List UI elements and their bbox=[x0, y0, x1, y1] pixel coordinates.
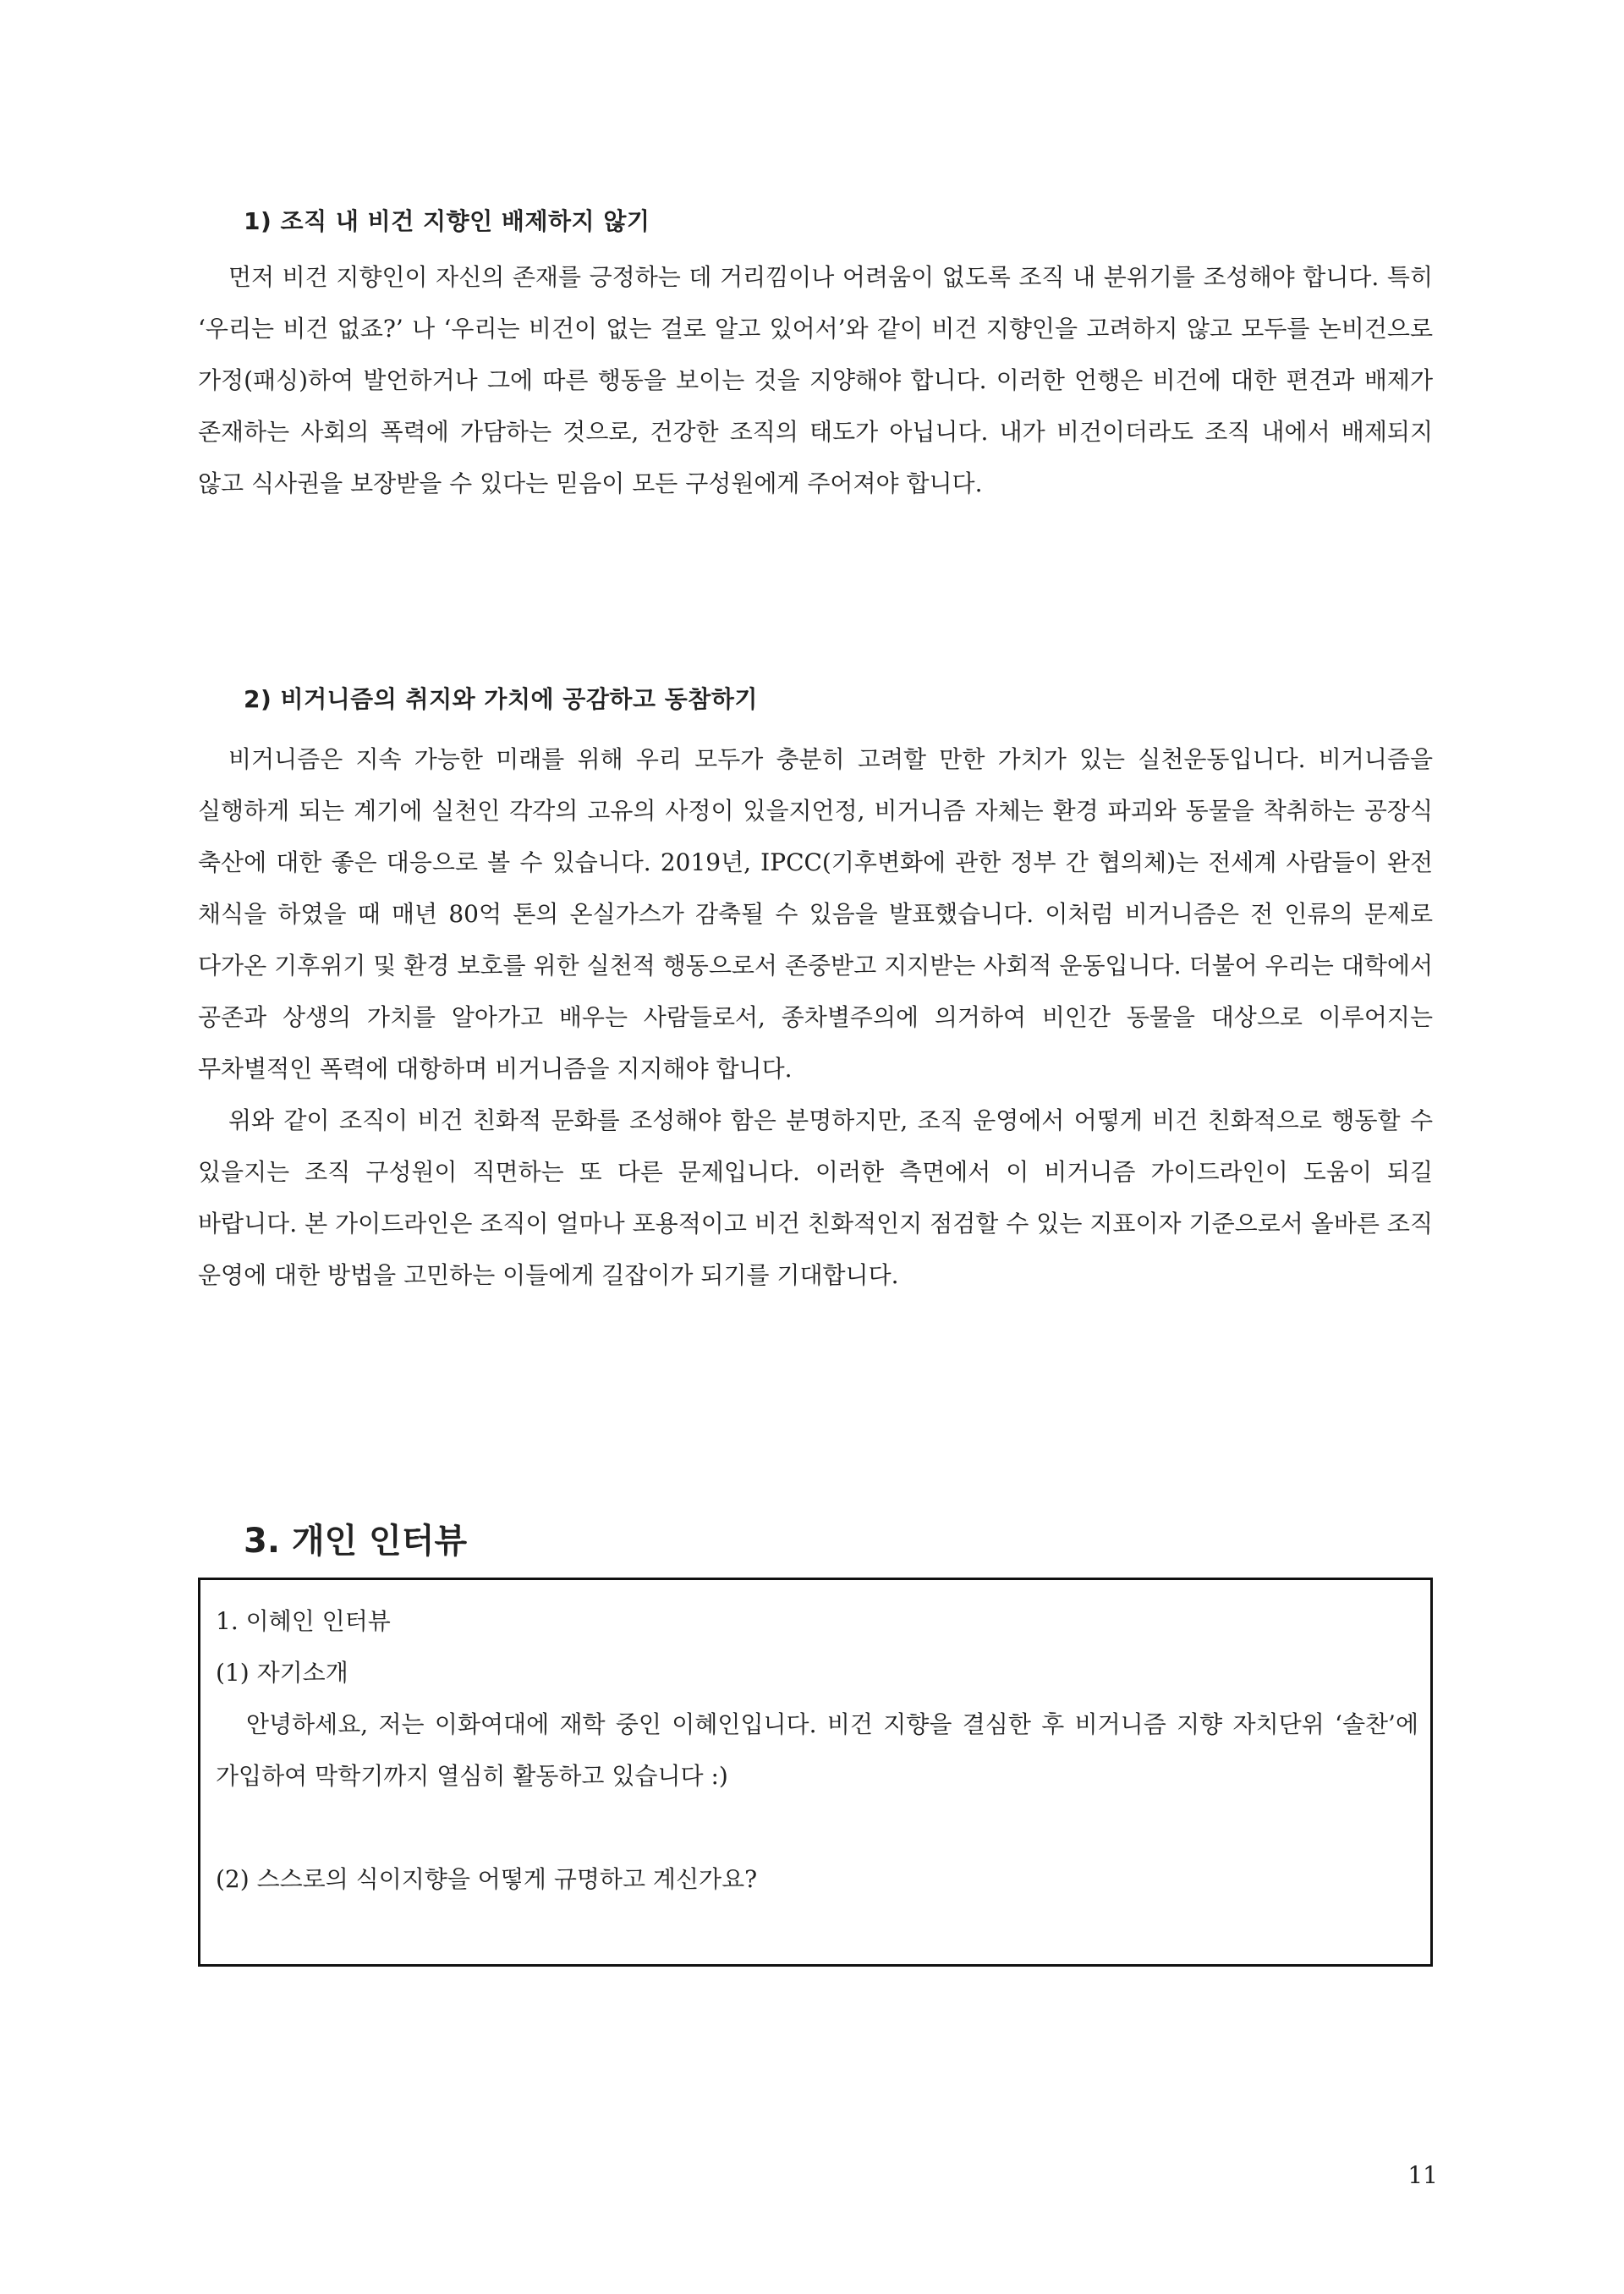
section-2-body bbox=[198, 733, 1433, 1301]
interview-question-2: (2) 스스로의 식이지향을 어떻게 규명하고 계신가요? bbox=[216, 1865, 758, 1893]
interview-answer-1: 안녕하세요, 저는 이화여대에 재학 중인 이혜인입니다. 비건 지향을 결심한 후 비거니즘 지향 자치단위 ‘솔찬’에 가입하여 막학기까지 열심히 활동하고 있습니다 :) bbox=[216, 1710, 1418, 1790]
section-2-paragraph-2: 위와 같이 조직이 비건 친화적 문화를 조성해야 함은 분명하지만, 조직 운영에서 어떻게 비건 친화적으로 행동할 수 있을지는 조직 구성원이 직면하는 또 다른 문제입니다. 이러한 측면에서 이 비거니즘 가이드라인이 도움이 되길 바랍니다. 본 가이드라인은 조직이 얼마나 포용적이고 비건 친화적인지 점검할 수 있는 지표이자 기준으로서 올바른 조직 운영에 대한 방법을 고민하는 이들에게 길잡이가 되기를 기대합니다. bbox=[198, 1106, 1433, 1289]
section-2 bbox=[198, 681, 1433, 715]
interview-title: 1. 이혜인 인터뷰 bbox=[216, 1607, 391, 1635]
section-3-heading: 3. 개인 인터뷰 bbox=[244, 1522, 468, 1561]
section-2-heading: 2) 비거니즘의 취지와 가치에 공감하고 동참하기 bbox=[244, 685, 758, 713]
section-1-body bbox=[198, 251, 1433, 509]
section-1-paragraph: 먼저 비건 지향인이 자신의 존재를 긍정하는 데 거리낌이나 어려움이 없도록 조직 내 분위기를 조성해야 합니다. 특히 ‘우리는 비건 없죠?’ 나 ‘우리는 비건이 없는 걸로 알고 있어서’와 같이 비건 지향인을 고려하지 않고 모두를 논비건으로 가정(패싱)하여 발언하거나 그에 따른 행동을 보이는 것을 지양해야 합니다. 이러한 언행은 비건에 대한 편견과 배제가 존재하는 사회의 폭력에 가담하는 것으로, 건강한 조직의 태도가 아닙니다. 내가 비건이더라도 조직 내에서 배제되지 않고 식사권을 보장받을 수 있다는 믿음이 모든 구성원에게 주어져야 합니다. bbox=[198, 263, 1433, 497]
page-number: 11 bbox=[1407, 2161, 1438, 2189]
interview-box bbox=[198, 1578, 1433, 1967]
section-2-paragraph-1: 비거니즘은 지속 가능한 미래를 위해 우리 모두가 충분히 고려할 만한 가치가 있는 실천운동입니다. 비거니즘을 실행하게 되는 계기에 실천인 각각의 고유의 사정이 있을지언정, 비거니즘 자체는 환경 파괴와 동물을 착취하는 공장식 축산에 대한 좋은 대응으로 볼 수 있습니다. 2019년, IPCC(기후변화에 관한 정부 간 협의체)는 전세계 사람들이 완전 채식을 하였을 때 매년 80억 톤의 온실가스가 감축될 수 있음을 발표했습니다. 이처럼 비거니즘은 전 인류의 문제로 다가온 기후위기 및 환경 보호를 위한 실천적 행동으로서 존중받고 지지받는 사회적 운동입니다. 더불어 우리는 대학에서 공존과 상생의 가치를 알아가고 배우는 사람들로서, 종차별주의에 의거하여 비인간 동물을 대상으로 이루어지는 무차별적인 폭력에 대항하며 비거니즘을 지지해야 합니다. bbox=[198, 745, 1433, 1083]
section-3 bbox=[198, 1514, 1433, 1562]
section-1-heading: 1) 조직 내 비건 지향인 배제하지 않기 bbox=[244, 207, 650, 235]
interview-question-1: (1) 자기소개 bbox=[216, 1659, 348, 1687]
section-1 bbox=[198, 203, 1433, 237]
